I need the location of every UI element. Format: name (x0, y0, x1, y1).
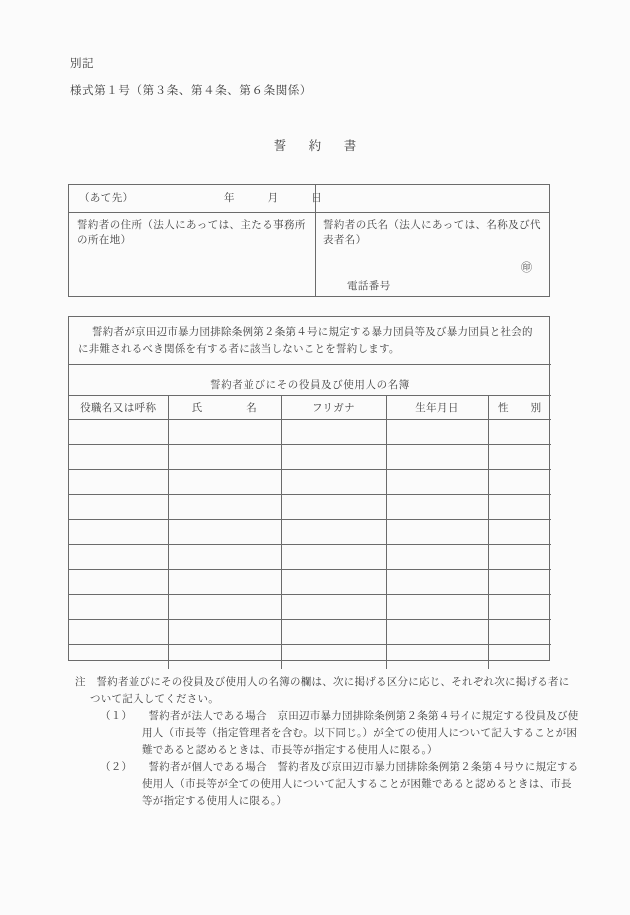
roster-cell-kana[interactable] (281, 645, 386, 670)
roster-cell-kana[interactable] (281, 495, 386, 520)
roster-cell-kana[interactable] (281, 445, 386, 470)
roster-cell-kana[interactable] (281, 470, 386, 495)
page-title: 誓 約 書 (273, 139, 362, 153)
table-row (69, 570, 551, 595)
roster-cell-name[interactable] (168, 620, 281, 645)
roster-cell-dob[interactable] (386, 470, 488, 495)
roster-cell-name[interactable] (168, 570, 281, 595)
roster-table-grid (69, 396, 551, 669)
roster-cell-post[interactable] (69, 620, 168, 645)
addressee-table (68, 184, 550, 297)
roster-header-row (69, 396, 551, 420)
roster-grid (69, 396, 551, 661)
roster-body (69, 420, 551, 670)
roster-cell-kana[interactable] (281, 570, 386, 595)
table-row (69, 545, 551, 570)
roster-cell-post[interactable] (69, 470, 168, 495)
roster-cell-dob[interactable] (386, 570, 488, 595)
column-header-dob: 生年月日 (386, 396, 488, 420)
telephone-label: 電話番号 (347, 281, 391, 292)
roster-cell-sex[interactable] (488, 495, 551, 520)
column-header-sex: 性 別 (488, 396, 551, 420)
table-row (69, 520, 551, 545)
column-header-post: 役職名又は呼称 (69, 396, 168, 420)
roster-cell-dob[interactable] (386, 545, 488, 570)
note-item-1: （１） 誓約者が法人である場合 京田辺市暴力団排除条例第２条第４号イに規定する役員及び使用人（市長等（指定管理者を含む。以下同じ。）が全ての使用人について記入することが困難であると認めるときは、市長等が指定する使用人に限る。） (100, 711, 579, 756)
note-intro: 注 誓約者並びにその役員及び使用人の名簿の欄は、次に掲げる区分に応じ、それぞれ次に掲げる者について記入してください。 (75, 677, 570, 705)
roster-cell-dob[interactable] (386, 620, 488, 645)
roster-cell-sex[interactable] (488, 445, 551, 470)
notes-block (60, 674, 580, 810)
roster-cell-name[interactable] (168, 595, 281, 620)
table-row (69, 595, 551, 620)
roster-cell-post[interactable] (69, 445, 168, 470)
addressee-table-rule-right (315, 212, 549, 213)
addressee-label: （あて先） (79, 193, 134, 204)
roster-cell-post[interactable] (69, 545, 168, 570)
roster-cell-sex[interactable] (488, 595, 551, 620)
roster-cell-post[interactable] (69, 495, 168, 520)
roster-cell-sex[interactable] (488, 470, 551, 495)
roster-cell-post[interactable] (69, 520, 168, 545)
roster-cell-kana[interactable] (281, 545, 386, 570)
roster-cell-dob[interactable] (386, 495, 488, 520)
addressee-table-rule-left (69, 212, 315, 213)
roster-cell-dob[interactable] (386, 595, 488, 620)
roster-cell-post[interactable] (69, 570, 168, 595)
roster-cell-sex[interactable] (488, 645, 551, 670)
date-field-line[interactable]: 年 月 日 (224, 193, 323, 204)
roster-cell-post[interactable] (69, 420, 168, 445)
bekki-label: 別記 (70, 58, 95, 70)
column-header-kana: フリガナ (281, 396, 386, 420)
roster-cell-kana[interactable] (281, 595, 386, 620)
roster-cell-name[interactable] (168, 545, 281, 570)
seal-icon: ㊞ (521, 262, 533, 274)
roster-cell-name[interactable] (168, 520, 281, 545)
roster-cell-sex[interactable] (488, 620, 551, 645)
column-header-name: 氏 名 (168, 396, 281, 420)
roster-cell-sex[interactable] (488, 570, 551, 595)
roster-cell-dob[interactable] (386, 445, 488, 470)
roster-cell-name[interactable] (168, 470, 281, 495)
table-row (69, 470, 551, 495)
roster-cell-kana[interactable] (281, 520, 386, 545)
roster-cell-name[interactable] (168, 420, 281, 445)
table-row (69, 620, 551, 645)
table-row (69, 645, 551, 670)
roster-title: 誓約者並びにその役員及び使用人の名簿 (69, 376, 551, 396)
signer-name-label: 誓約者の氏名（法人にあっては、名称及び代表者名） (323, 220, 541, 246)
note-item-2: （２） 誓約者が個人である場合 誓約者及び京田辺市暴力団排除条例第２条第４号ウに規定する使用人（市長等が全ての使用人について記入することが困難であると認めるときは、市長等が指定する使用人に限る。） (100, 762, 579, 807)
pledge-statement: 誓約者が京田辺市暴力団排除条例第２条第４号に規定する暴力団員等及び暴力団員と社会的に非難されるべき関係を有する者に該当しないことを誓約します。 (69, 317, 551, 365)
roster-cell-sex[interactable] (488, 420, 551, 445)
roster-cell-post[interactable] (69, 645, 168, 670)
signer-address-label: 誓約者の住所（法人にあっては、主たる事務所の所在地） (77, 220, 306, 246)
form-number-label: 様式第１号（第３条、第４条、第６条関係） (70, 85, 312, 97)
roster-cell-dob[interactable] (386, 420, 488, 445)
roster-cell-dob[interactable] (386, 520, 488, 545)
table-row (69, 420, 551, 445)
roster-cell-name[interactable] (168, 645, 281, 670)
table-row (69, 495, 551, 520)
roster-cell-name[interactable] (168, 445, 281, 470)
roster-cell-kana[interactable] (281, 420, 386, 445)
roster-cell-sex[interactable] (488, 545, 551, 570)
roster-cell-name[interactable] (168, 495, 281, 520)
roster-cell-sex[interactable] (488, 520, 551, 545)
roster-cell-dob[interactable] (386, 645, 488, 670)
roster-cell-post[interactable] (69, 595, 168, 620)
table-row (69, 445, 551, 470)
roster-table (68, 316, 550, 661)
roster-cell-kana[interactable] (281, 620, 386, 645)
